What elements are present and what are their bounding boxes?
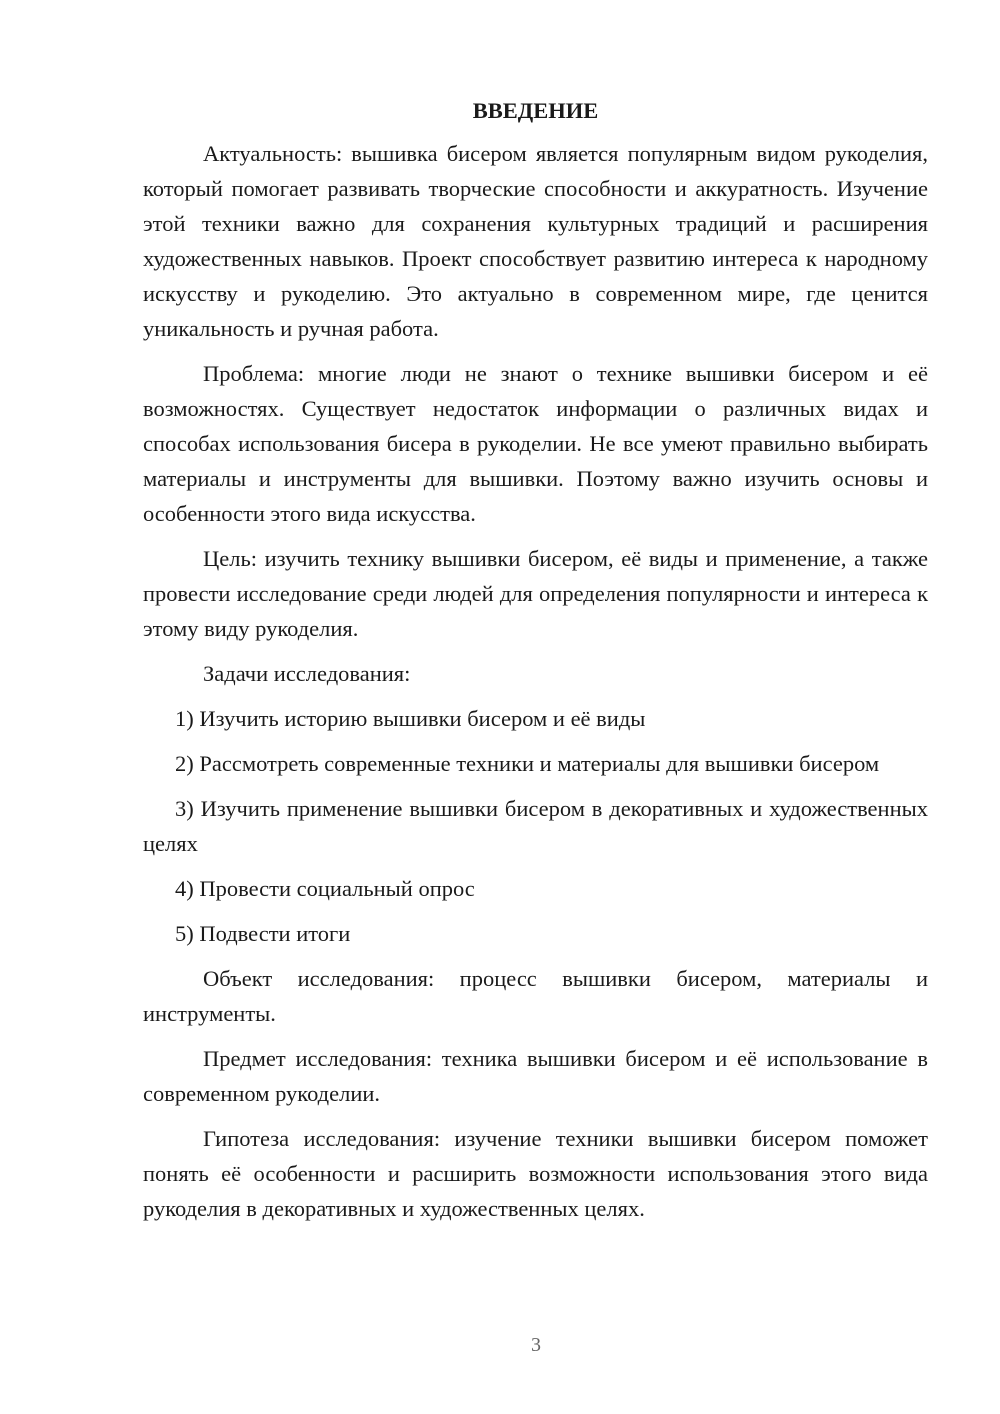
- paragraph-problem: Проблема: многие люди не знают о технике вышивки бисером и её возможностях. Существует недостаток информации о различных видах и способах использования бисера в рукоделии. Не все умеют правильно выбирать материалы и инструменты для вышивки. Поэтому важно изучить основы и особенности этого вида искусства.: [143, 361, 928, 526]
- task-item-2: 2) Рассмотреть современные техники и материалы для вышивки бисером: [175, 751, 880, 776]
- tasks-heading: Задачи исследования:: [203, 661, 411, 686]
- page-number: 3: [531, 1334, 541, 1356]
- paragraph-goal: Цель: изучить технику вышивки бисером, её виды и применение, а также провести исследование среди людей для определения популярности и интереса к этому виду рукоделия.: [143, 546, 928, 641]
- paragraph-object: Объект исследования: процесс вышивки бисером, материалы и инструменты.: [143, 966, 928, 1026]
- document-body: [143, 96, 928, 1236]
- task-item-1: 1) Изучить историю вышивки бисером и её виды: [175, 706, 646, 731]
- paragraph-relevance: Актуальность: вышивка бисером является популярным видом рукоделия, который помогает развивать творческие способности и аккуратность. Изучение этой техники важно для сохранения культурных традиций и расширения художественных навыков. Проект способствует развитию интереса к народному искусству и рукоделию. Это актуально в современном мире, где ценится уникальность и ручная работа.: [143, 141, 928, 341]
- task-item-4: 4) Провести социальный опрос: [175, 876, 475, 901]
- paragraph-hypothesis: Гипотеза исследования: изучение техники вышивки бисером поможет понять её особенности и расширить возможности использования этого вида рукоделия в декоративных и художественных целях.: [143, 1126, 928, 1221]
- task-item-5: 5) Подвести итоги: [175, 921, 351, 946]
- section-title: ВВЕДЕНИЕ: [472, 98, 599, 123]
- paragraph-subject: Предмет исследования: техника вышивки бисером и её использование в современном рукоделии.: [143, 1046, 928, 1106]
- task-item-3: 3) Изучить применение вышивки бисером в декоративных и художественных целях: [143, 796, 928, 856]
